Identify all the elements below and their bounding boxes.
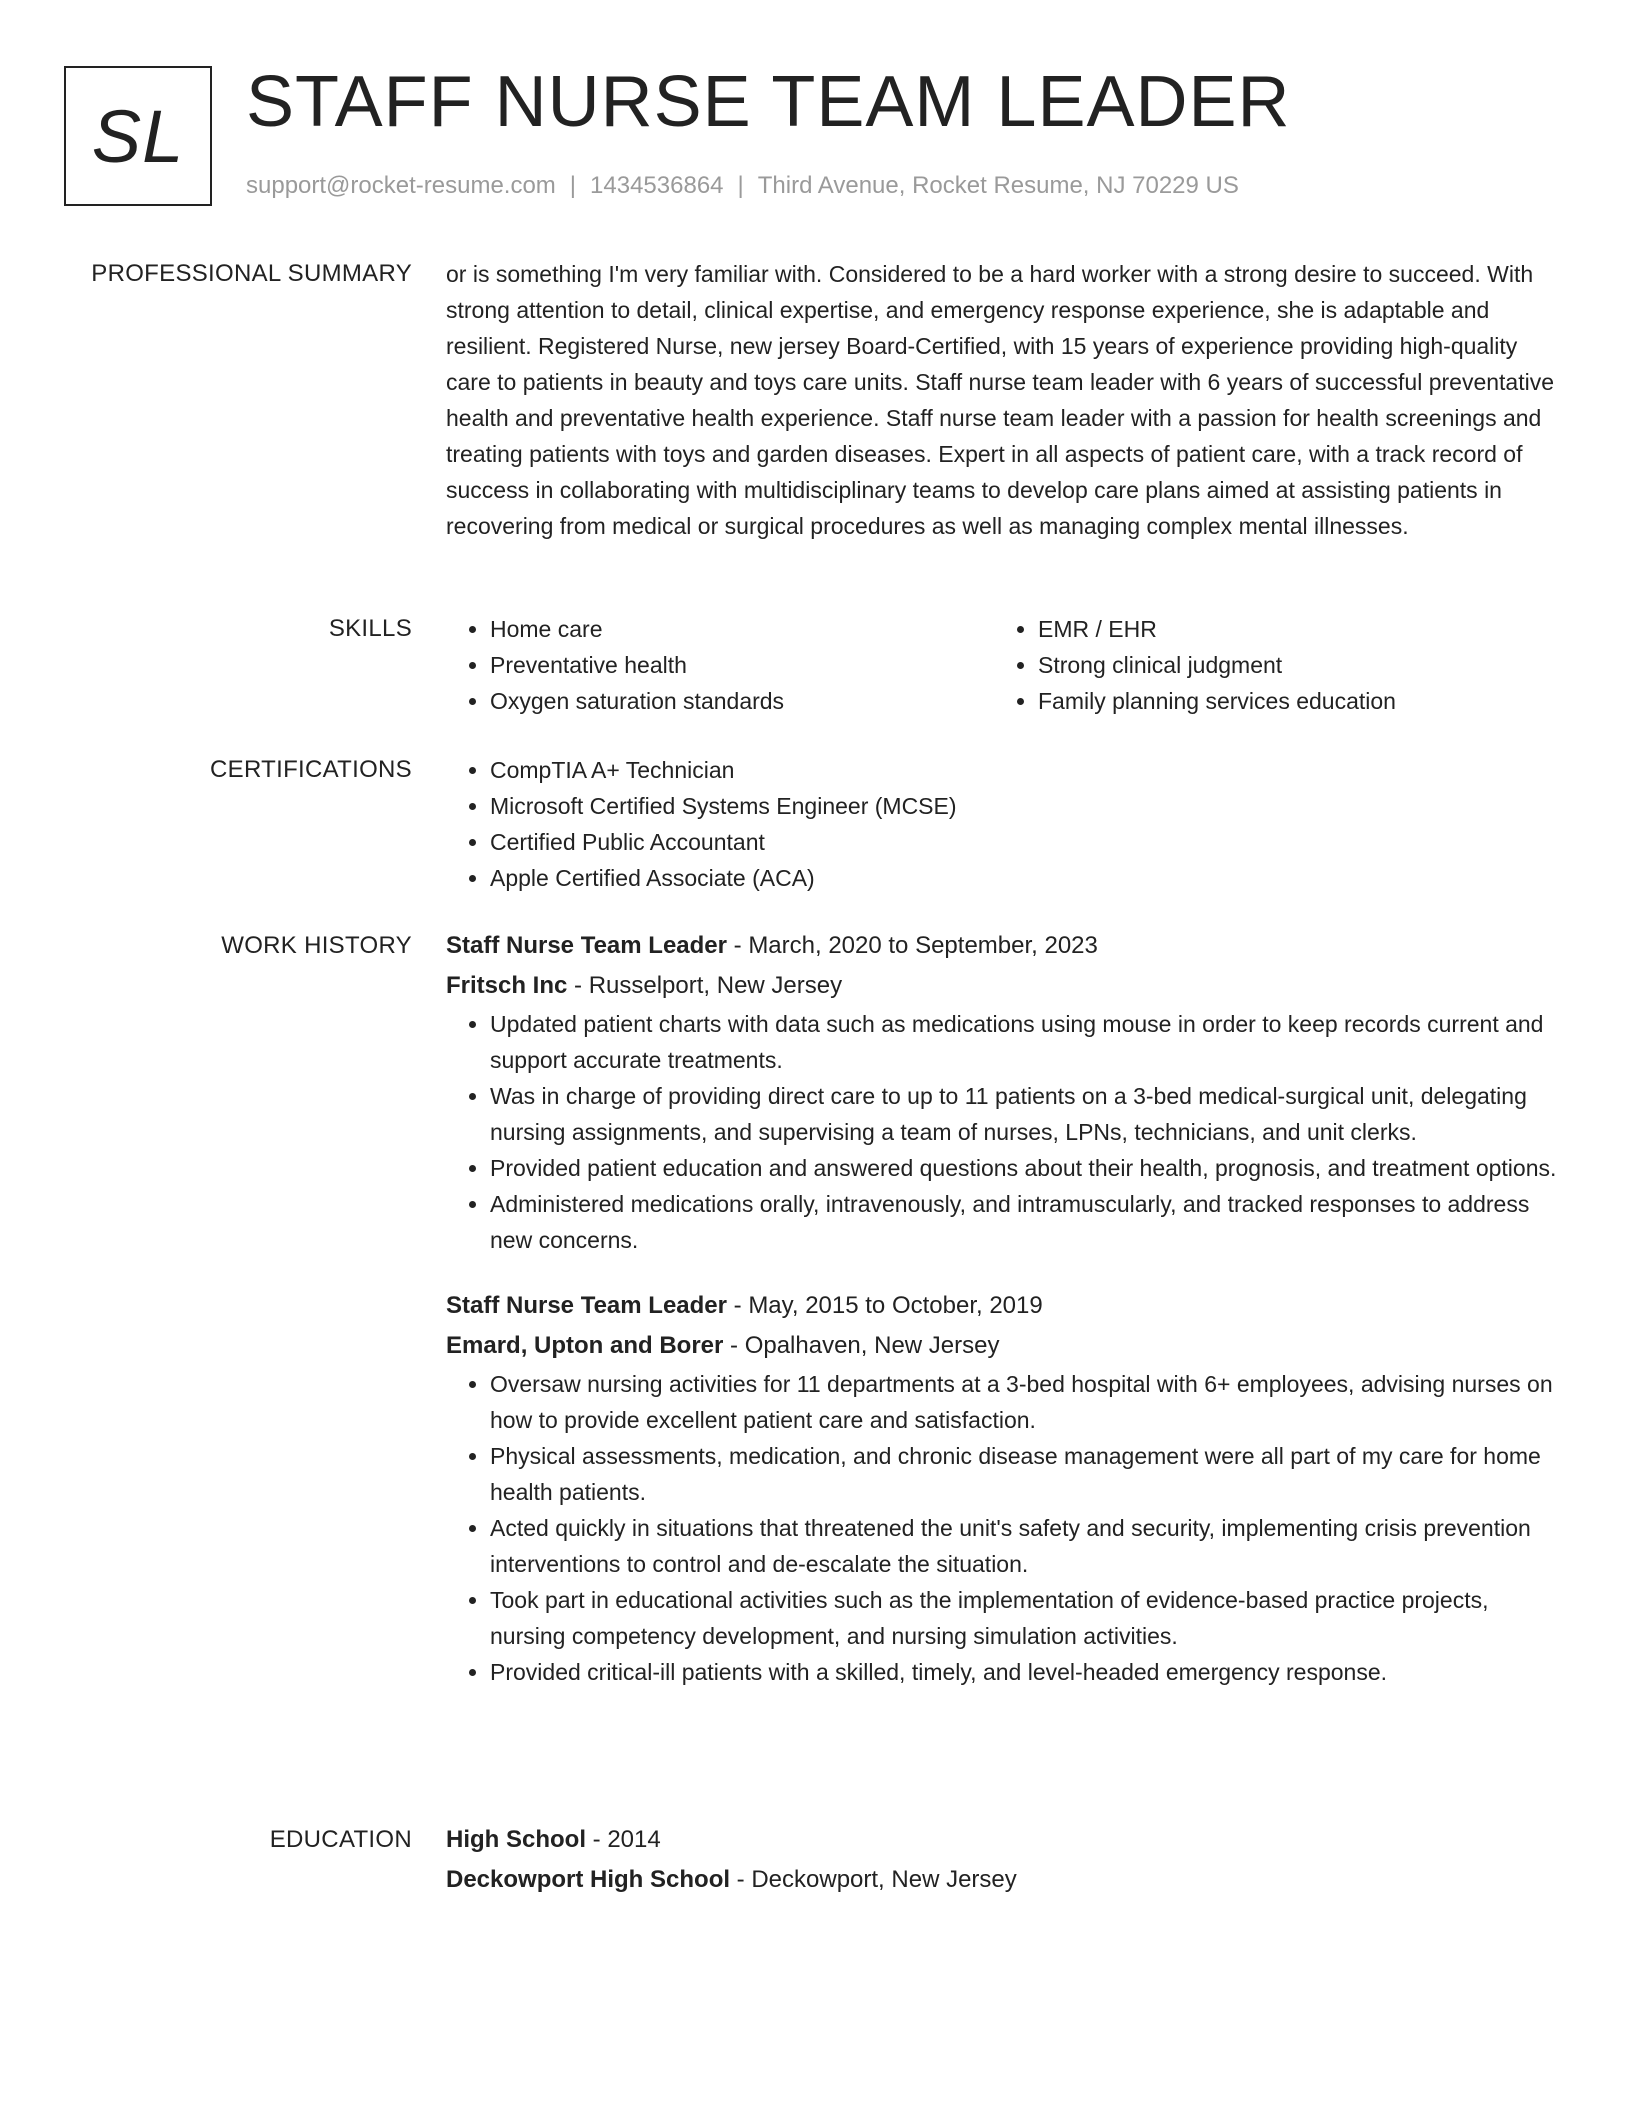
job-title-line bbox=[446, 1286, 1566, 1326]
education-degree: High School bbox=[446, 1826, 586, 1853]
certification-item: • Microsoft Certified Systems Engineer (MCSE) bbox=[490, 788, 1566, 824]
job-company: Fritsch Inc bbox=[446, 972, 568, 999]
job-dates: - March, 2020 to September, 2023 bbox=[726, 932, 1098, 959]
job-entry bbox=[446, 1286, 1566, 1690]
job-location: - Opalhaven, New Jersey bbox=[723, 1332, 1000, 1359]
job-company-line bbox=[446, 1326, 1566, 1366]
work-history-body bbox=[446, 926, 1566, 1690]
job-entry bbox=[446, 926, 1566, 1258]
job-bullet: • Provided critical-ill patients with a skilled, timely, and level-headed emergency response. bbox=[490, 1654, 1566, 1690]
skill-item: • EMR / EHR bbox=[1038, 611, 1542, 647]
resume-title: STAFF NURSE TEAM LEADER bbox=[246, 62, 1291, 142]
job-bullet: • Acted quickly in situations that threatened the unit's safety and security, implementing crisis prevention interventions to control and de-escalate the situation. bbox=[490, 1510, 1566, 1582]
job-title: Staff Nurse Team Leader bbox=[446, 1292, 727, 1319]
job-bullet: • Provided patient education and answered questions about their health, prognosis, and treatment options. bbox=[490, 1150, 1566, 1186]
certification-item: • Certified Public Accountant bbox=[490, 824, 1566, 860]
education-year: - 2014 bbox=[586, 1826, 661, 1853]
job-bullet: • Was in charge of providing direct care to up to 11 patients on a 3-bed medical-surgical unit, delegating nursing assignments, and supervising a team of nurses, LPNs, technicians, and unit clerks. bbox=[490, 1078, 1566, 1150]
contact-separator: | bbox=[737, 172, 744, 199]
skills-column-right bbox=[994, 611, 1542, 719]
contact-phone: 1434536864 bbox=[590, 172, 724, 199]
education-school: Deckowport High School bbox=[446, 1866, 731, 1893]
job-bullet: • Oversaw nursing activities for 11 departments at a 3-bed hospital with 6+ employees, advising nurses on how to provide excellent patient care and satisfaction. bbox=[490, 1366, 1566, 1438]
education-body bbox=[446, 1820, 1566, 1900]
job-company-line bbox=[446, 966, 1566, 1006]
job-company: Emard, Upton and Borer bbox=[446, 1332, 724, 1359]
job-bullet: • Took part in educational activities such as the implementation of evidence-based practice projects, nursing competency development, and nursing simulation activities. bbox=[490, 1582, 1566, 1654]
education-location: - Deckowport, New Jersey bbox=[730, 1866, 1017, 1893]
education-school-line bbox=[446, 1860, 1566, 1900]
section-label-education: EDUCATION bbox=[269, 1826, 412, 1853]
job-title: Staff Nurse Team Leader bbox=[446, 932, 727, 959]
certification-item: • CompTIA A+ Technician bbox=[490, 752, 1566, 788]
job-bullets bbox=[446, 1366, 1566, 1690]
contact-separator: | bbox=[569, 172, 577, 199]
education-degree-line bbox=[446, 1820, 1566, 1860]
job-dates: - May, 2015 to October, 2019 bbox=[726, 1292, 1043, 1319]
skill-item: • Strong clinical judgment bbox=[1038, 647, 1542, 683]
job-location: - Russelport, New Jersey bbox=[567, 972, 843, 999]
skill-item: • Preventative health bbox=[490, 647, 994, 683]
contact-address: Third Avenue, Rocket Resume, NJ 70229 US bbox=[757, 172, 1239, 199]
certifications-list bbox=[446, 752, 1566, 896]
job-bullets bbox=[446, 1006, 1566, 1258]
skills-grid bbox=[446, 611, 1566, 719]
job-bullet: • Updated patient charts with data such as medications using mouse in order to keep records current and support accurate treatments. bbox=[490, 1006, 1566, 1078]
summary-text: or is something I'm very familiar with. Considered to be a hard worker with a strong desire to succeed. With strong attention to detail, clinical expertise, and emergency response experience, she is adaptable and resilient. Registered Nurse, new jersey Board-Certified, with 15 years of experience providing high-quality care to patients in beauty and toys care units. Staff nurse team leader with 6 years of successful preventative health and preventative health experience. Staff nurse team leader with a passion for health screenings and treating patients with toys and garden diseases. Expert in all aspects of patient care, with a track record of success in collaborating with multidisciplinary teams to develop care plans aimed at assisting patients in recovering from medical or surgical procedures as well as managing complex mental illnesses. bbox=[446, 261, 1555, 539]
section-label-skills: SKILLS bbox=[328, 615, 412, 642]
monogram-badge bbox=[64, 66, 212, 206]
contact-email: support@rocket-resume.com bbox=[246, 172, 556, 199]
resume-header bbox=[246, 58, 1586, 200]
skills-column-left bbox=[446, 611, 994, 719]
skill-item: • Home care bbox=[490, 611, 994, 647]
section-label-work: WORK HISTORY bbox=[221, 932, 412, 959]
job-bullet: • Administered medications orally, intravenously, and intramuscularly, and tracked responses to address new concerns. bbox=[490, 1186, 1566, 1258]
skill-item: • Oxygen saturation standards bbox=[490, 683, 994, 719]
skill-item: • Family planning services education bbox=[1038, 683, 1542, 719]
monogram-initials: SL bbox=[91, 94, 185, 178]
job-title-line bbox=[446, 926, 1566, 966]
certification-item: • Apple Certified Associate (ACA) bbox=[490, 860, 1566, 896]
section-label-certifications: CERTIFICATIONS bbox=[210, 756, 412, 783]
contact-line bbox=[246, 172, 1586, 200]
section-label-summary: PROFESSIONAL SUMMARY bbox=[91, 260, 412, 287]
job-bullet: • Physical assessments, medication, and chronic disease management were all part of my care for home health patients. bbox=[490, 1438, 1566, 1510]
